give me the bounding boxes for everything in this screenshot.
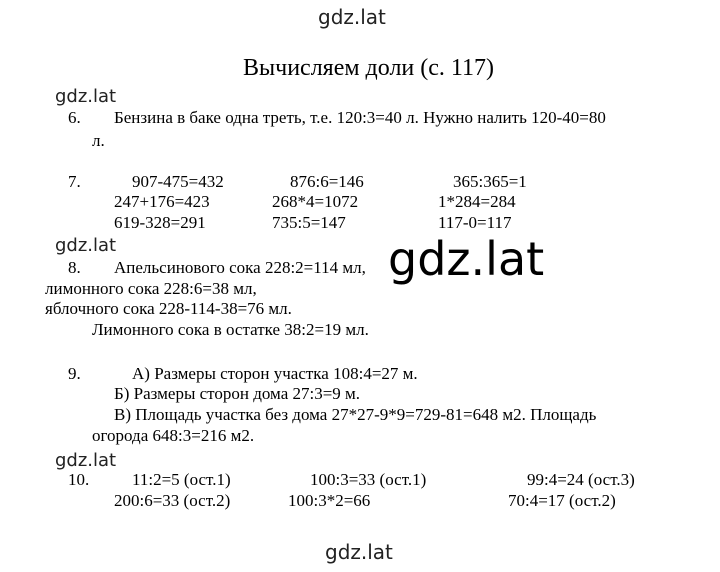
equation-cell: 99:4=24 (ост.3) (527, 470, 635, 489)
task-text: яблочного сока 228-114-38=76 мл. (45, 299, 292, 318)
equation-cell: 907-475=432 (132, 172, 224, 191)
watermark-bottom: gdz.lat (325, 540, 393, 564)
task-number: 6. (68, 108, 81, 127)
task-text: В) Площадь участка без дома 27*27-9*9=729-81=648 м2. Площадь (114, 405, 597, 424)
task-text: Лимонного сока в остатке 38:2=19 мл. (92, 320, 369, 339)
equation-cell: 117-0=117 (438, 213, 512, 232)
equation-cell: 100:3*2=66 (288, 491, 371, 510)
task-number: 7. (68, 172, 81, 191)
watermark-side: gdz.lat (55, 86, 117, 107)
task-text: Апельсинового сока 228:2=114 мл, (114, 258, 366, 277)
equation-cell: 100:3=33 (ост.1) (310, 470, 427, 489)
task-text: А) Размеры сторон участка 108:4=27 м. (132, 364, 418, 383)
watermark-center: gdz.lat (388, 232, 545, 286)
watermark-side: gdz.lat (55, 450, 117, 471)
equation-cell: 365:365=1 (453, 172, 527, 191)
task-number: 8. (68, 258, 81, 277)
equation-cell: 11:2=5 (ост.1) (132, 470, 231, 489)
task-text: Бензина в баке одна треть, т.е. 120:3=40 л. Нужно налить 120-40=80 (114, 108, 606, 127)
task-text: Б) Размеры сторон дома 27:3=9 м. (114, 384, 361, 403)
equation-cell: 268*4=1072 (272, 192, 359, 211)
equation-cell: 200:6=33 (ост.2) (114, 491, 231, 510)
task-number: 9. (68, 364, 81, 383)
page-title: Вычисляем доли (с. 117) (243, 55, 495, 81)
equation-cell: 70:4=17 (ост.2) (508, 491, 616, 510)
equation-cell: 247+176=423 (114, 192, 210, 211)
task-number: 10. (68, 470, 90, 489)
equation-cell: 735:5=147 (272, 213, 346, 232)
task-text: л. (92, 131, 105, 150)
task-text: лимонного сока 228:6=38 мл, (45, 279, 257, 298)
equation-cell: 1*284=284 (438, 192, 516, 211)
equation-cell: 619-328=291 (114, 213, 206, 232)
watermark-side: gdz.lat (55, 235, 117, 256)
equation-cell: 876:6=146 (290, 172, 364, 191)
watermark-top: gdz.lat (318, 5, 386, 29)
task-text: огорода 648:3=216 м2. (92, 426, 255, 445)
